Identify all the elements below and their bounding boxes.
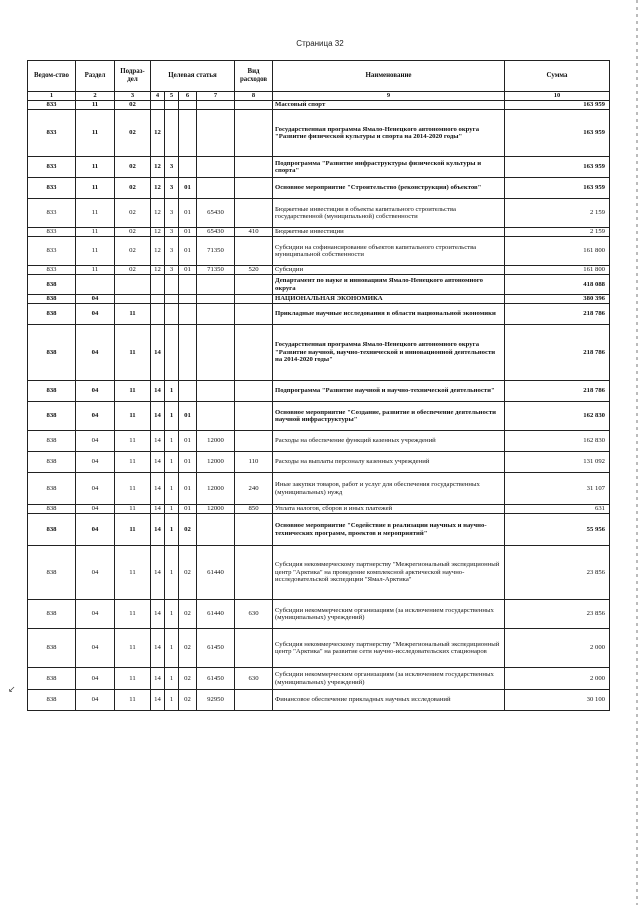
measure-cell: 01 bbox=[179, 266, 197, 275]
program-cell: 12 bbox=[151, 157, 165, 178]
podrazdel-cell: 11 bbox=[115, 402, 151, 431]
subprogram-cell: 3 bbox=[165, 157, 179, 178]
program-cell: 14 bbox=[151, 514, 165, 546]
direction-cell bbox=[197, 325, 235, 381]
measure-cell: 01 bbox=[179, 505, 197, 514]
vedomstvo-cell: 833 bbox=[28, 266, 76, 275]
col-number: 2 bbox=[76, 92, 115, 101]
col-number: 9 bbox=[273, 92, 505, 101]
vedomstvo-cell: 838 bbox=[28, 546, 76, 600]
table-row bbox=[28, 431, 610, 452]
program-cell: 12 bbox=[151, 266, 165, 275]
scan-mark: ↙ bbox=[8, 685, 16, 695]
program-cell: 14 bbox=[151, 431, 165, 452]
program-cell: 14 bbox=[151, 629, 165, 668]
sum-cell: 23 856 bbox=[505, 600, 610, 629]
page-header: Страница 32 bbox=[296, 39, 344, 48]
vid-cell: 240 bbox=[235, 473, 273, 505]
podrazdel-cell: 11 bbox=[115, 600, 151, 629]
razdel-cell: 04 bbox=[76, 325, 115, 381]
measure-cell: 02 bbox=[179, 690, 197, 711]
name-cell: Субсидии некоммерческим организациям (за исключением государственных (муниципальных) учреждений) bbox=[273, 668, 505, 690]
vedomstvo-cell: 838 bbox=[28, 295, 76, 304]
subprogram-cell: 1 bbox=[165, 546, 179, 600]
measure-cell bbox=[179, 101, 197, 110]
podrazdel-cell bbox=[115, 275, 151, 295]
vedomstvo-cell: 838 bbox=[28, 690, 76, 711]
vedomstvo-cell: 838 bbox=[28, 381, 76, 402]
program-cell: 12 bbox=[151, 110, 165, 157]
direction-cell bbox=[197, 275, 235, 295]
vedomstvo-cell: 833 bbox=[28, 101, 76, 110]
vedomstvo-cell: 838 bbox=[28, 452, 76, 473]
name-cell: Подпрограмма "Развитие научной и научно-технической деятельности" bbox=[273, 381, 505, 402]
program-cell bbox=[151, 295, 165, 304]
vid-cell bbox=[235, 237, 273, 266]
subprogram-cell: 3 bbox=[165, 237, 179, 266]
vedomstvo-cell: 838 bbox=[28, 431, 76, 452]
podrazdel-cell: 02 bbox=[115, 199, 151, 228]
podrazdel-cell: 02 bbox=[115, 178, 151, 199]
direction-cell bbox=[197, 178, 235, 199]
razdel-cell: 11 bbox=[76, 110, 115, 157]
measure-cell bbox=[179, 275, 197, 295]
direction-cell: 12000 bbox=[197, 505, 235, 514]
program-cell: 14 bbox=[151, 668, 165, 690]
subprogram-cell: 1 bbox=[165, 381, 179, 402]
name-cell: Субсидия некоммерческому партнерству "Межрегиональный экспедиционный центр "Арктика" на проведение комплексной арктической научно-исследовательской экспедиции "Ямал-Арктика" bbox=[273, 546, 505, 600]
podrazdel-cell: 11 bbox=[115, 690, 151, 711]
sum-cell: 131 092 bbox=[505, 452, 610, 473]
podrazdel-cell: 02 bbox=[115, 266, 151, 275]
program-cell: 14 bbox=[151, 473, 165, 505]
sum-cell: 163 959 bbox=[505, 110, 610, 157]
program-cell: 14 bbox=[151, 381, 165, 402]
table-row bbox=[28, 514, 610, 546]
measure-cell: 01 bbox=[179, 228, 197, 237]
subprogram-cell: 1 bbox=[165, 600, 179, 629]
subprogram-cell: 1 bbox=[165, 431, 179, 452]
razdel-cell: 04 bbox=[76, 381, 115, 402]
vedomstvo-cell: 838 bbox=[28, 629, 76, 668]
measure-cell: 01 bbox=[179, 452, 197, 473]
col-number: 10 bbox=[505, 92, 610, 101]
table-row bbox=[28, 325, 610, 381]
table-row bbox=[28, 266, 610, 275]
razdel-cell: 04 bbox=[76, 452, 115, 473]
program-cell bbox=[151, 304, 165, 325]
col-number: 6 bbox=[179, 92, 197, 101]
sum-cell: 218 786 bbox=[505, 381, 610, 402]
name-cell: Субсидии на софинансирование объектов капитального строительства муниципальной собственности bbox=[273, 237, 505, 266]
subprogram-cell: 3 bbox=[165, 228, 179, 237]
razdel-cell: 11 bbox=[76, 266, 115, 275]
measure-cell: 02 bbox=[179, 668, 197, 690]
col-number: 5 bbox=[165, 92, 179, 101]
vedomstvo-cell: 838 bbox=[28, 600, 76, 629]
podrazdel-cell: 11 bbox=[115, 473, 151, 505]
razdel-cell: 11 bbox=[76, 199, 115, 228]
table-row bbox=[28, 668, 610, 690]
col-header-name: Наименование bbox=[273, 61, 505, 92]
direction-cell bbox=[197, 402, 235, 431]
sum-cell: 218 786 bbox=[505, 325, 610, 381]
vid-cell: 850 bbox=[235, 505, 273, 514]
razdel-cell: 04 bbox=[76, 505, 115, 514]
vid-cell: 520 bbox=[235, 266, 273, 275]
name-cell: Подпрограмма "Развитие инфраструктуры физической культуры и спорта" bbox=[273, 157, 505, 178]
name-cell: Государственная программа Ямало-Ненецкого автономного округа "Развитие научной, научно-технической и инновационной деятельности на 2014-2020 годы" bbox=[273, 325, 505, 381]
podrazdel-cell: 11 bbox=[115, 431, 151, 452]
sum-cell: 418 088 bbox=[505, 275, 610, 295]
name-cell: Субсидии bbox=[273, 266, 505, 275]
measure-cell: 02 bbox=[179, 546, 197, 600]
vid-cell bbox=[235, 381, 273, 402]
vid-cell bbox=[235, 431, 273, 452]
table-row bbox=[28, 381, 610, 402]
direction-cell: 61440 bbox=[197, 600, 235, 629]
sum-cell: 55 956 bbox=[505, 514, 610, 546]
table-row bbox=[28, 157, 610, 178]
vid-cell bbox=[235, 295, 273, 304]
col-number: 1 bbox=[28, 92, 76, 101]
sum-cell: 380 396 bbox=[505, 295, 610, 304]
subprogram-cell: 3 bbox=[165, 199, 179, 228]
sum-cell: 2 159 bbox=[505, 228, 610, 237]
name-cell: Уплата налогов, сборов и иных платежей bbox=[273, 505, 505, 514]
name-cell: Субсидия некоммерческому партнерству "Межрегиональный экспедиционный центр "Арктика" на развитие сети научно-исследовательских стационаров bbox=[273, 629, 505, 668]
vedomstvo-cell: 838 bbox=[28, 402, 76, 431]
direction-cell bbox=[197, 304, 235, 325]
col-header-podrazdel: Подраз-дел bbox=[115, 61, 151, 92]
vid-cell bbox=[235, 546, 273, 600]
direction-cell bbox=[197, 514, 235, 546]
razdel-cell: 04 bbox=[76, 629, 115, 668]
table-row bbox=[28, 304, 610, 325]
subprogram-cell bbox=[165, 101, 179, 110]
sum-cell: 162 830 bbox=[505, 402, 610, 431]
program-cell: 14 bbox=[151, 505, 165, 514]
vid-cell: 630 bbox=[235, 600, 273, 629]
subprogram-cell bbox=[165, 304, 179, 325]
direction-cell: 12000 bbox=[197, 473, 235, 505]
podrazdel-cell: 11 bbox=[115, 629, 151, 668]
direction-cell bbox=[197, 101, 235, 110]
table-row bbox=[28, 690, 610, 711]
table-row bbox=[28, 275, 610, 295]
direction-cell: 65430 bbox=[197, 199, 235, 228]
vedomstvo-cell: 838 bbox=[28, 514, 76, 546]
name-cell: Расходы на выплаты персоналу казенных учреждений bbox=[273, 452, 505, 473]
table-row bbox=[28, 237, 610, 266]
direction-cell: 61450 bbox=[197, 668, 235, 690]
vid-cell bbox=[235, 275, 273, 295]
table-row bbox=[28, 546, 610, 600]
razdel-cell: 04 bbox=[76, 295, 115, 304]
vedomstvo-cell: 838 bbox=[28, 304, 76, 325]
measure-cell: 01 bbox=[179, 178, 197, 199]
razdel-cell: 04 bbox=[76, 546, 115, 600]
program-cell: 14 bbox=[151, 690, 165, 711]
podrazdel-cell: 02 bbox=[115, 101, 151, 110]
vid-cell bbox=[235, 101, 273, 110]
measure-cell bbox=[179, 157, 197, 178]
vedomstvo-cell: 833 bbox=[28, 178, 76, 199]
measure-cell: 01 bbox=[179, 473, 197, 505]
measure-cell: 01 bbox=[179, 402, 197, 431]
name-cell: НАЦИОНАЛЬНАЯ ЭКОНОМИКА bbox=[273, 295, 505, 304]
razdel-cell: 11 bbox=[76, 101, 115, 110]
vedomstvo-cell: 838 bbox=[28, 505, 76, 514]
razdel-cell: 04 bbox=[76, 304, 115, 325]
measure-cell: 02 bbox=[179, 514, 197, 546]
measure-cell: 01 bbox=[179, 237, 197, 266]
vid-cell bbox=[235, 157, 273, 178]
podrazdel-cell: 02 bbox=[115, 228, 151, 237]
table-row bbox=[28, 402, 610, 431]
subprogram-cell bbox=[165, 110, 179, 157]
sum-cell: 2 000 bbox=[505, 668, 610, 690]
vid-cell bbox=[235, 690, 273, 711]
sum-cell: 2 159 bbox=[505, 199, 610, 228]
podrazdel-cell: 11 bbox=[115, 514, 151, 546]
name-cell: Бюджетные инвестиции в объекты капитального строительства государственной (муниципальной) собственности bbox=[273, 199, 505, 228]
table-row bbox=[28, 452, 610, 473]
program-cell bbox=[151, 101, 165, 110]
scan-edge bbox=[636, 0, 638, 905]
col-header-sum: Сумма bbox=[505, 61, 610, 92]
measure-cell: 01 bbox=[179, 199, 197, 228]
razdel-cell bbox=[76, 275, 115, 295]
vid-cell bbox=[235, 199, 273, 228]
podrazdel-cell: 02 bbox=[115, 157, 151, 178]
podrazdel-cell: 11 bbox=[115, 668, 151, 690]
measure-cell bbox=[179, 381, 197, 402]
program-cell: 12 bbox=[151, 178, 165, 199]
program-cell: 12 bbox=[151, 237, 165, 266]
table-row bbox=[28, 505, 610, 514]
col-number: 4 bbox=[151, 92, 165, 101]
table-row bbox=[28, 178, 610, 199]
col-header-razdel: Раздел bbox=[76, 61, 115, 92]
razdel-cell: 11 bbox=[76, 178, 115, 199]
col-header-tselevaya: Целевая статья bbox=[151, 61, 235, 92]
program-cell: 14 bbox=[151, 546, 165, 600]
vedomstvo-cell: 833 bbox=[28, 237, 76, 266]
razdel-cell: 04 bbox=[76, 431, 115, 452]
name-cell: Расходы на обеспечение функций казенных учреждений bbox=[273, 431, 505, 452]
subprogram-cell: 1 bbox=[165, 452, 179, 473]
program-cell: 12 bbox=[151, 228, 165, 237]
program-cell: 14 bbox=[151, 600, 165, 629]
vid-cell bbox=[235, 304, 273, 325]
col-number: 8 bbox=[235, 92, 273, 101]
program-cell: 12 bbox=[151, 199, 165, 228]
table-body bbox=[28, 101, 610, 711]
col-number: 3 bbox=[115, 92, 151, 101]
subprogram-cell: 1 bbox=[165, 514, 179, 546]
subprogram-cell bbox=[165, 325, 179, 381]
sum-cell: 163 959 bbox=[505, 101, 610, 110]
vedomstvo-cell: 838 bbox=[28, 668, 76, 690]
name-cell: Основное мероприятие "Содействие в реализации научных и научно-технических программ, проектов и мероприятий" bbox=[273, 514, 505, 546]
sum-cell: 30 100 bbox=[505, 690, 610, 711]
table-row bbox=[28, 473, 610, 505]
measure-cell bbox=[179, 295, 197, 304]
name-cell: Государственная программа Ямало-Ненецкого автономного округа "Развитие физической культуры и спорта на 2014-2020 годы" bbox=[273, 110, 505, 157]
program-cell bbox=[151, 275, 165, 295]
measure-cell bbox=[179, 304, 197, 325]
vid-cell bbox=[235, 514, 273, 546]
razdel-cell: 04 bbox=[76, 514, 115, 546]
direction-cell: 61450 bbox=[197, 629, 235, 668]
razdel-cell: 04 bbox=[76, 473, 115, 505]
razdel-cell: 04 bbox=[76, 402, 115, 431]
col-number: 7 bbox=[197, 92, 235, 101]
podrazdel-cell: 11 bbox=[115, 505, 151, 514]
sum-cell: 161 800 bbox=[505, 266, 610, 275]
sum-cell: 161 800 bbox=[505, 237, 610, 266]
table-row bbox=[28, 199, 610, 228]
sum-cell: 163 959 bbox=[505, 157, 610, 178]
table-row bbox=[28, 101, 610, 110]
measure-cell: 02 bbox=[179, 629, 197, 668]
razdel-cell: 11 bbox=[76, 157, 115, 178]
podrazdel-cell: 11 bbox=[115, 546, 151, 600]
name-cell: Субсидии некоммерческим организациям (за исключением государственных (муниципальных) учреждений) bbox=[273, 600, 505, 629]
vid-cell: 630 bbox=[235, 668, 273, 690]
vid-cell bbox=[235, 110, 273, 157]
sum-cell: 2 000 bbox=[505, 629, 610, 668]
podrazdel-cell: 11 bbox=[115, 452, 151, 473]
razdel-cell: 04 bbox=[76, 600, 115, 629]
direction-cell: 92950 bbox=[197, 690, 235, 711]
measure-cell: 02 bbox=[179, 600, 197, 629]
name-cell: Прикладные научные исследования в области национальной экономики bbox=[273, 304, 505, 325]
table-row bbox=[28, 228, 610, 237]
direction-cell: 12000 bbox=[197, 452, 235, 473]
table-row bbox=[28, 295, 610, 304]
sum-cell: 31 107 bbox=[505, 473, 610, 505]
name-cell: Массовый спорт bbox=[273, 101, 505, 110]
subprogram-cell: 3 bbox=[165, 178, 179, 199]
subprogram-cell: 1 bbox=[165, 473, 179, 505]
name-cell: Иные закупки товаров, работ и услуг для обеспечения государственных (муниципальных) нужд bbox=[273, 473, 505, 505]
subprogram-cell bbox=[165, 295, 179, 304]
vedomstvo-cell: 833 bbox=[28, 228, 76, 237]
vid-cell bbox=[235, 325, 273, 381]
direction-cell: 12000 bbox=[197, 431, 235, 452]
table-row bbox=[28, 629, 610, 668]
table-row bbox=[28, 110, 610, 157]
direction-cell bbox=[197, 157, 235, 178]
razdel-cell: 11 bbox=[76, 237, 115, 266]
direction-cell bbox=[197, 381, 235, 402]
direction-cell bbox=[197, 110, 235, 157]
vid-cell bbox=[235, 178, 273, 199]
program-cell: 14 bbox=[151, 452, 165, 473]
podrazdel-cell: 11 bbox=[115, 304, 151, 325]
program-cell: 14 bbox=[151, 325, 165, 381]
direction-cell: 71350 bbox=[197, 237, 235, 266]
subprogram-cell: 1 bbox=[165, 629, 179, 668]
column-number-row bbox=[28, 92, 610, 101]
sum-cell: 163 959 bbox=[505, 178, 610, 199]
measure-cell bbox=[179, 110, 197, 157]
vid-cell bbox=[235, 402, 273, 431]
podrazdel-cell: 02 bbox=[115, 110, 151, 157]
sum-cell: 631 bbox=[505, 505, 610, 514]
podrazdel-cell: 02 bbox=[115, 237, 151, 266]
subprogram-cell: 1 bbox=[165, 402, 179, 431]
direction-cell bbox=[197, 295, 235, 304]
subprogram-cell: 1 bbox=[165, 690, 179, 711]
budget-table bbox=[27, 60, 610, 711]
subprogram-cell: 3 bbox=[165, 266, 179, 275]
subprogram-cell: 1 bbox=[165, 668, 179, 690]
vedomstvo-cell: 833 bbox=[28, 199, 76, 228]
sum-cell: 23 856 bbox=[505, 546, 610, 600]
sum-cell: 218 786 bbox=[505, 304, 610, 325]
table-row bbox=[28, 600, 610, 629]
razdel-cell: 04 bbox=[76, 668, 115, 690]
vedomstvo-cell: 833 bbox=[28, 157, 76, 178]
name-cell: Финансовое обеспечение прикладных научных исследований bbox=[273, 690, 505, 711]
vid-cell bbox=[235, 629, 273, 668]
sum-cell: 162 830 bbox=[505, 431, 610, 452]
direction-cell: 61440 bbox=[197, 546, 235, 600]
vedomstvo-cell: 833 bbox=[28, 110, 76, 157]
name-cell: Основное мероприятие "Строительство (реконструкция) объектов" bbox=[273, 178, 505, 199]
subprogram-cell: 1 bbox=[165, 505, 179, 514]
podrazdel-cell: 11 bbox=[115, 381, 151, 402]
col-header-vedomstvo: Ведом-ство bbox=[28, 61, 76, 92]
razdel-cell: 11 bbox=[76, 228, 115, 237]
name-cell: Бюджетные инвестиции bbox=[273, 228, 505, 237]
name-cell: Департамент по науке и инновациям Ямало-Ненецкого автономного округа bbox=[273, 275, 505, 295]
razdel-cell: 04 bbox=[76, 690, 115, 711]
measure-cell: 01 bbox=[179, 431, 197, 452]
vedomstvo-cell: 838 bbox=[28, 275, 76, 295]
vid-cell: 110 bbox=[235, 452, 273, 473]
subprogram-cell bbox=[165, 275, 179, 295]
vedomstvo-cell: 838 bbox=[28, 325, 76, 381]
direction-cell: 71350 bbox=[197, 266, 235, 275]
vedomstvo-cell: 838 bbox=[28, 473, 76, 505]
header-row bbox=[28, 61, 610, 92]
vid-cell: 410 bbox=[235, 228, 273, 237]
name-cell: Основное мероприятие "Создание, развитие и обеспечение деятельности научной инфраструктуры" bbox=[273, 402, 505, 431]
measure-cell bbox=[179, 325, 197, 381]
podrazdel-cell bbox=[115, 295, 151, 304]
direction-cell: 65430 bbox=[197, 228, 235, 237]
col-header-vid: Вид расходов bbox=[235, 61, 273, 92]
podrazdel-cell: 11 bbox=[115, 325, 151, 381]
program-cell: 14 bbox=[151, 402, 165, 431]
